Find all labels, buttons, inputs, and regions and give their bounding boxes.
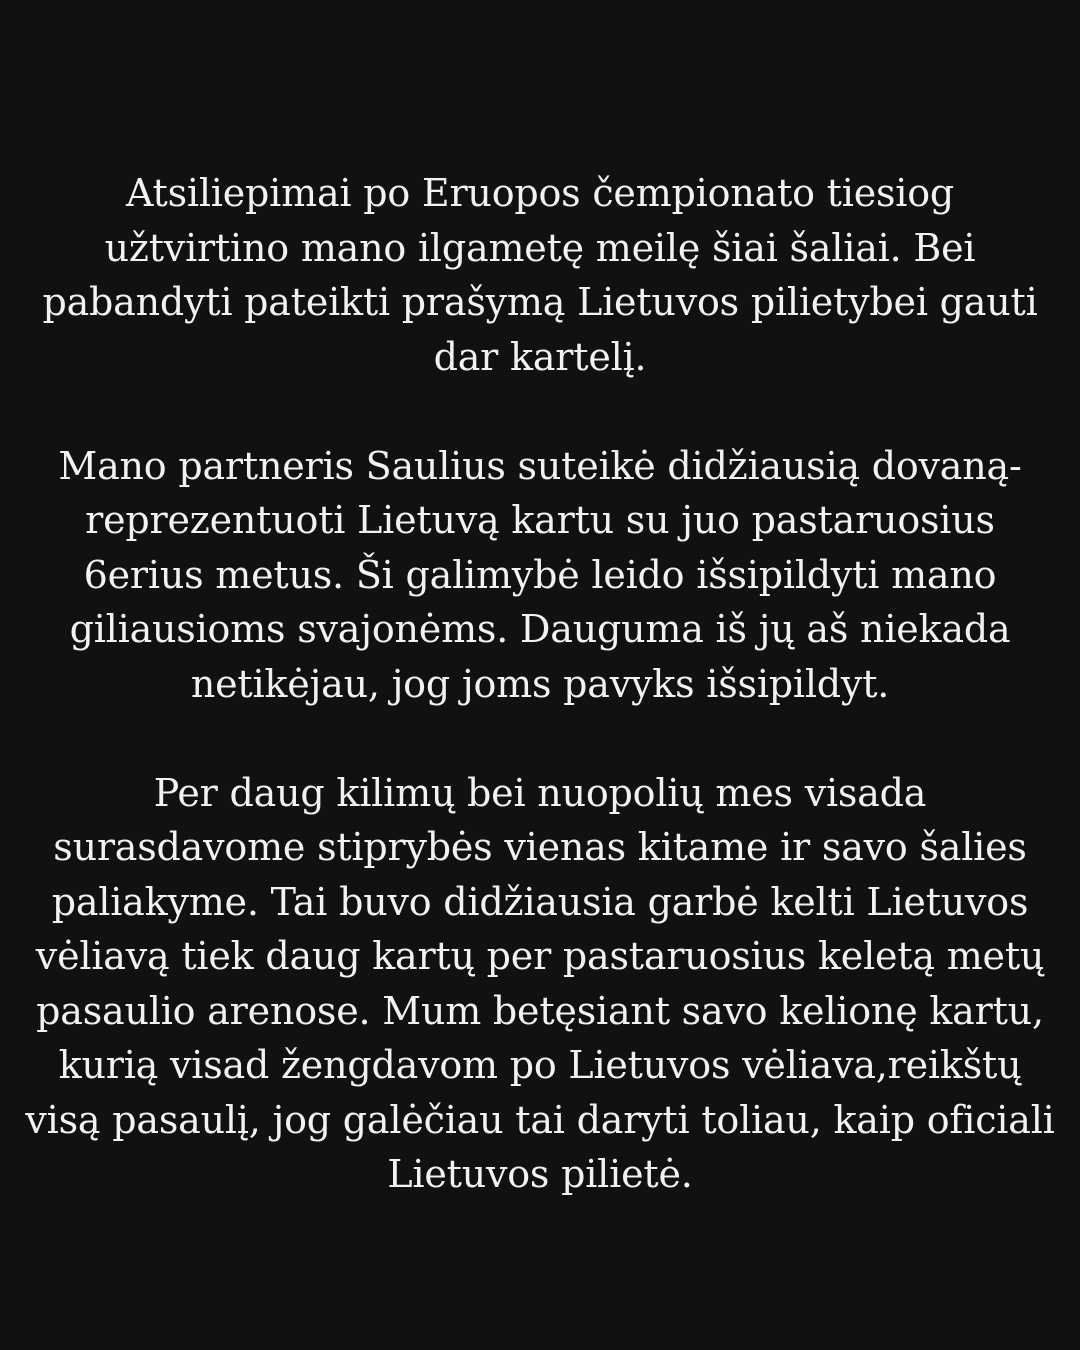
text-line: netikėjau, jog joms pavyks išsipildyt. xyxy=(190,661,890,706)
text-line: visą pasaulį, jog galėčiau tai daryti toliau, kaip oficiali xyxy=(25,1097,1055,1142)
text-line: giliausioms svajonėms. Dauguma iš jų aš niekada xyxy=(69,607,1011,651)
text-line: kurią visad žengdavom po Lietuvos vėliava,reikštų xyxy=(58,1043,1022,1087)
text-line: vėliavą tiek daug kartų per pastaruosius keletą metų xyxy=(35,934,1045,978)
text-line: pabandyti pateikti prašymą Lietuvos pilietybei gauti xyxy=(42,280,1038,324)
text-line: 6erius metus. Ši galimybė leido išsipildyti mano xyxy=(83,552,997,597)
text-line: Lietuvos pilietė. xyxy=(387,1152,693,1196)
text-line: surasdavome stiprybės vienas kitame ir savo šalies xyxy=(53,825,1027,869)
text-line: paliakyme. Tai buvo didžiausia garbė kelti Lietuvos xyxy=(51,879,1029,924)
paragraph-3 xyxy=(20,766,1060,1202)
text-line: Atsiliepimai po Eruopos čempionato tiesiog xyxy=(125,171,955,215)
paragraph-2 xyxy=(20,439,1060,712)
paragraph-1 xyxy=(20,166,1060,384)
text-line: dar kartelį. xyxy=(433,334,647,379)
text-line: pasaulio arenose. Mum betęsiant savo kelionę kartu, xyxy=(36,988,1044,1033)
text-line: Per daug kilimų bei nuopolių mes visada xyxy=(153,770,927,815)
text-line: Mano partneris Saulius suteikė didžiausią dovaną- xyxy=(58,443,1022,488)
text-line: užtvirtino mano ilgametę meilę šiai šaliai. Bei xyxy=(104,225,976,270)
story-text-block xyxy=(20,166,1060,1202)
text-line: reprezentuoti Lietuvą kartu su juo pastaruosius xyxy=(85,498,995,542)
